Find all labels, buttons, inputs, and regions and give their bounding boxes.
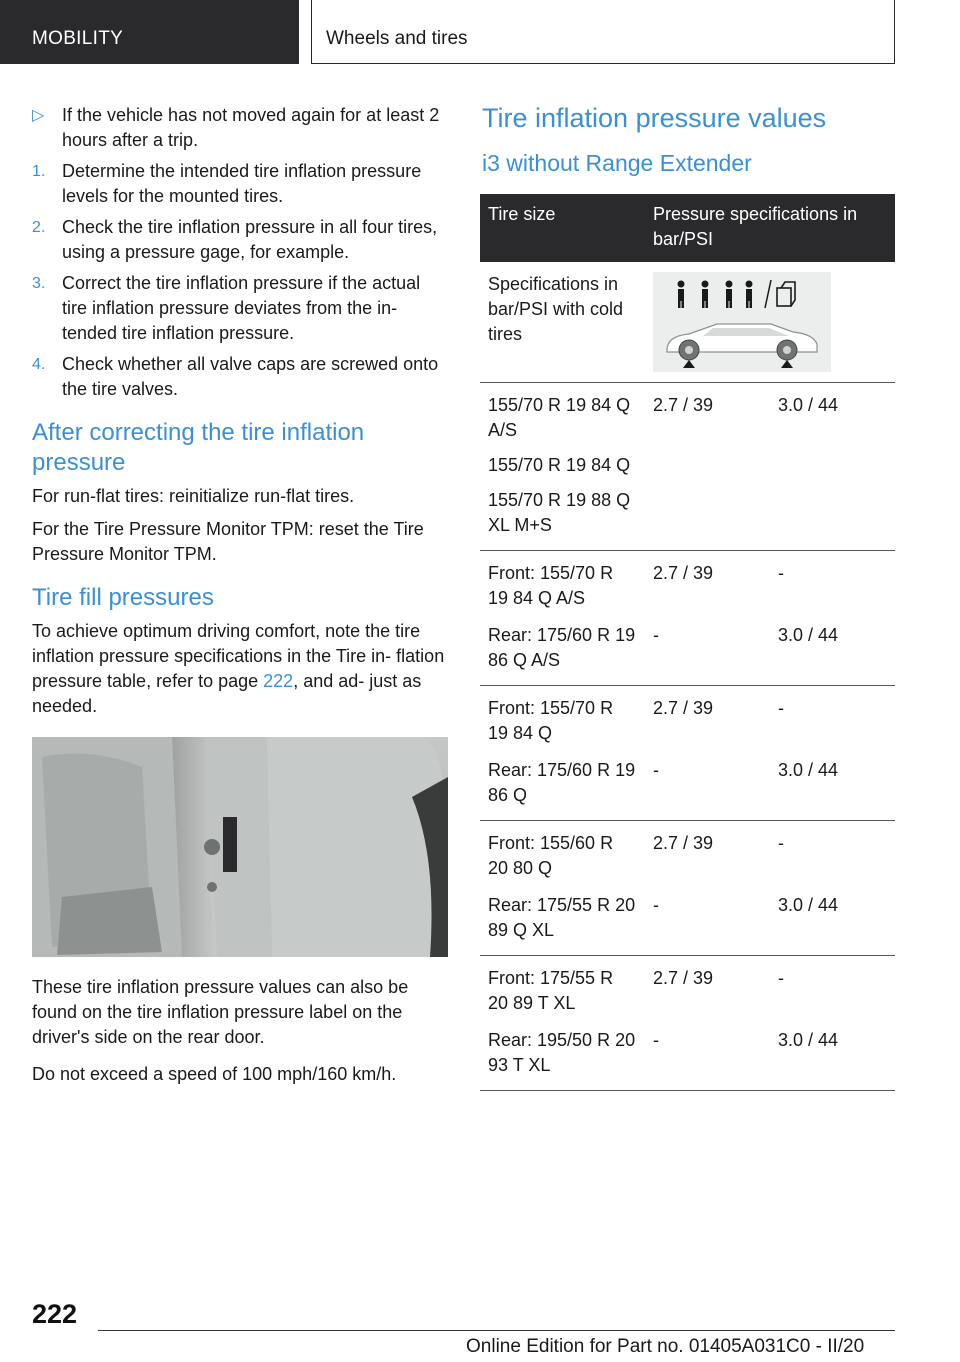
pressure-value: 2.7 / 39 bbox=[653, 698, 714, 718]
header-chapter-title: Wheels and tires bbox=[311, 0, 895, 64]
pressure-value: 2.7 / 39 bbox=[645, 383, 770, 551]
table-header-pressure: Pressure specifications in bar/PSI bbox=[645, 194, 895, 262]
step-number: 3. bbox=[32, 275, 46, 292]
tire-size: 155/70 R 19 84 Q A/S bbox=[488, 395, 631, 440]
step-number: 2. bbox=[32, 219, 46, 236]
paragraph bbox=[32, 619, 450, 719]
pressure-value: - bbox=[778, 833, 784, 853]
pressure-value: - bbox=[645, 623, 770, 686]
pressure-value: 3.0 / 44 bbox=[770, 1028, 895, 1091]
paragraph: For run-flat tires: reinitialize run-flat tires. bbox=[32, 486, 355, 506]
tire-size: Front: 175/55 R 20 89 T XL bbox=[488, 968, 614, 1013]
tire-size: Rear: 175/60 R 19 86 Q A/S bbox=[480, 623, 645, 686]
tire-size: 155/70 R 19 88 Q XL M+S bbox=[488, 490, 631, 535]
pressure-value: - bbox=[778, 563, 784, 583]
header-section-label: MOBILITY bbox=[0, 0, 299, 64]
tire-size: Front: 155/70 R 19 84 Q A/S bbox=[488, 563, 614, 608]
list-item bbox=[32, 159, 450, 209]
table-row bbox=[480, 821, 895, 894]
speed-note: Do not exceed a speed of 100 mph/160 km/h. bbox=[32, 1064, 397, 1084]
pressure-value: 2.7 / 39 bbox=[653, 563, 714, 583]
right-column bbox=[480, 100, 895, 1091]
photo-caption: These tire inflation pressure values can also be found on the tire inflation pressure label on the driver's side on the rear door. bbox=[32, 977, 409, 1047]
pressure-value: 3.0 / 44 bbox=[770, 893, 895, 956]
table-row bbox=[480, 383, 895, 551]
list-item bbox=[32, 103, 450, 153]
pressure-value: 3.0 / 44 bbox=[770, 758, 895, 821]
table-row bbox=[480, 551, 895, 624]
pressure-value: - bbox=[645, 893, 770, 956]
tire-size: Front: 155/60 R 20 80 Q bbox=[488, 833, 614, 878]
pressure-value: - bbox=[645, 758, 770, 821]
step-number: 4. bbox=[32, 356, 46, 373]
left-column bbox=[32, 103, 450, 1095]
pressure-value: - bbox=[645, 1028, 770, 1091]
list-item bbox=[32, 352, 450, 402]
table-row bbox=[480, 262, 895, 383]
tire-size: Front: 155/70 R 19 84 Q bbox=[488, 698, 614, 743]
list-item-text: Determine the intended tire inflation pressure levels for the mounted tires. bbox=[62, 161, 422, 206]
pressure-value: - bbox=[778, 968, 784, 988]
section-heading: Tire fill pressures bbox=[32, 584, 214, 611]
section-subtitle: i3 without Range Extender bbox=[482, 150, 752, 176]
footer-divider bbox=[98, 1330, 895, 1331]
step-number: 1. bbox=[32, 163, 46, 180]
door-pillar-photo bbox=[32, 737, 448, 957]
page-header bbox=[0, 0, 960, 66]
paragraph: For the Tire Pressure Monitor TPM: reset the Tire Pressure Monitor TPM. bbox=[32, 519, 424, 564]
paragraph-text: To achieve optimum driving comfort, note the tire inflation pressure specifications in the Tire in‐ flation pressure table, refer to page bbox=[32, 621, 445, 691]
load-condition-icon bbox=[653, 272, 831, 372]
list-item-text: Correct the tire inflation pressure if the actual tire inflation pressure deviates from the in‐ tended tire inflation pressure. bbox=[62, 273, 421, 343]
tire-size: Rear: 175/55 R 20 89 Q XL bbox=[480, 893, 645, 956]
table-row bbox=[480, 758, 895, 821]
table-row bbox=[480, 686, 895, 759]
tire-size: 155/70 R 19 84 Q bbox=[488, 455, 631, 475]
tire-size: Rear: 175/60 R 19 86 Q bbox=[480, 758, 645, 821]
triangle-bullet-icon: ▷ bbox=[32, 107, 45, 124]
section-title: Tire inflation pressure values bbox=[482, 103, 827, 133]
page-number: 222 bbox=[32, 1299, 78, 1329]
pressure-value: 3.0 / 44 bbox=[770, 383, 895, 551]
list-item bbox=[32, 215, 450, 265]
tire-pressure-table bbox=[480, 194, 895, 1091]
table-cell bbox=[480, 383, 645, 551]
table-cell bbox=[645, 262, 895, 383]
pressure-value: 3.0 / 44 bbox=[770, 623, 895, 686]
table-header-tire-size: Tire size bbox=[480, 194, 645, 262]
table-row bbox=[480, 623, 895, 686]
table-row bbox=[480, 1028, 895, 1091]
pressure-value: 2.7 / 39 bbox=[653, 968, 714, 988]
list-item-text: If the vehicle has not moved again for at least 2 hours after a trip. bbox=[62, 105, 440, 150]
edition-note: Online Edition for Part no. 01405A031C0 - II/20 bbox=[466, 1336, 865, 1357]
pressure-value: 2.7 / 39 bbox=[653, 833, 714, 853]
page-link[interactable]: 222 bbox=[263, 671, 294, 691]
table-row bbox=[480, 956, 895, 1029]
table-row bbox=[480, 893, 895, 956]
list-item bbox=[32, 271, 450, 346]
list-item-text: Check the tire inflation pressure in all four tires, using a pressure gage, for example. bbox=[62, 217, 438, 262]
pressure-value: - bbox=[778, 698, 784, 718]
section-heading: After correcting the tire inflation pressure bbox=[32, 419, 365, 476]
list-item-text: Check whether all valve caps are screwed onto the tire valves. bbox=[62, 354, 439, 399]
table-cell: Specifications in bar/PSI with cold tires bbox=[480, 262, 645, 383]
paragraph-text: , and ad‐ just as needed. bbox=[32, 671, 422, 716]
tire-size: Rear: 195/50 R 20 93 T XL bbox=[480, 1028, 645, 1091]
